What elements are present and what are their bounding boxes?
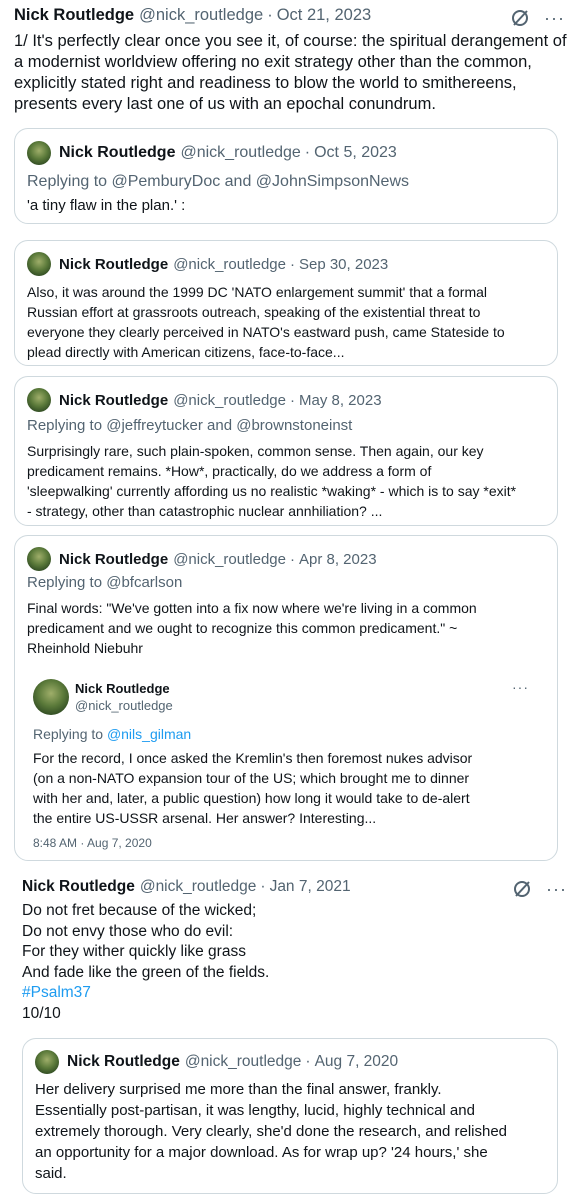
author-handle[interactable]: @nick_routledge (180, 144, 301, 161)
avatar[interactable] (35, 1050, 59, 1074)
author-name[interactable]: Nick Routledge (14, 6, 135, 24)
text-line: Russian effort at grassroots outreach, speaking of the existential threat to (27, 304, 481, 320)
author-name[interactable]: Nick Routledge (59, 255, 169, 273)
separator: · (267, 6, 273, 24)
timestamp[interactable]: 8:48 AM · Aug 7, 2020 (33, 836, 152, 850)
replying-handle-link[interactable]: @nils_gilman (106, 726, 192, 742)
author-handle[interactable]: @nick_routledge (173, 550, 286, 568)
tweet-date[interactable]: Aug 7, 2020 (314, 1053, 399, 1070)
quote-card[interactable] (14, 535, 558, 861)
quote-header (27, 388, 382, 412)
text-line: Her delivery surprised me more than the final answer, frankly. (35, 1081, 442, 1098)
text-line: Surprisingly rare, such plain-spoken, common sense. Then again, our key (27, 443, 484, 459)
quote-header (27, 141, 397, 165)
text-line: - strategy, other than catastrophic nuclear annhiliation? ... (27, 503, 383, 519)
grok-icon[interactable] (512, 879, 532, 899)
text-line: And fade like the green of the fields. (22, 963, 270, 981)
text-line: predicament and we ought to recognize this common predicament." ~ (27, 620, 458, 636)
author-name[interactable]: Nick Routledge (59, 391, 169, 409)
quote-header (35, 1050, 398, 1074)
avatar[interactable] (27, 388, 51, 412)
text-line: For they wither quickly like grass (22, 943, 246, 960)
tweet-date[interactable]: Oct 21, 2023 (276, 6, 372, 24)
main-tweet (14, 6, 567, 115)
quote-card[interactable] (14, 128, 558, 224)
tweet-date[interactable]: May 8, 2023 (298, 391, 382, 409)
tweet-date[interactable]: Oct 5, 2023 (314, 144, 397, 161)
replying-to[interactable]: Replying to @bfcarlson (27, 574, 183, 591)
avatar[interactable] (27, 252, 51, 276)
separator: · (304, 144, 311, 161)
tweet-actions (512, 879, 567, 899)
text-line: presents every last one of us with an epochal conundrum. (14, 95, 436, 113)
more-dots-icon[interactable]: ··· (544, 8, 565, 28)
avatar[interactable] (27, 547, 51, 571)
text-line: Also, it was around the 1999 DC 'NATO enlargement summit' that a formal (27, 284, 488, 300)
text-line: an opportunity for a major download. As for wrap up? '24 hours,' she (35, 1144, 488, 1161)
text-line: Do not envy those who do evil: (22, 922, 234, 940)
tweet-header (22, 878, 562, 896)
author-handle[interactable]: @nick_routledge (184, 1053, 302, 1070)
quote-card[interactable] (14, 240, 558, 366)
text-line: a modernist worldview offering no exit strategy other than the common, (14, 53, 532, 71)
text-line: Do not fret because of the wicked; (22, 902, 257, 919)
tweet-text (14, 31, 567, 115)
more-dots-icon[interactable]: ··· (546, 879, 567, 899)
thread-counter: 10/10 (22, 1004, 61, 1022)
quote-header (27, 547, 377, 571)
replying-prefix: Replying to (33, 726, 107, 742)
author-name[interactable]: Nick Routledge (59, 144, 176, 161)
author-name[interactable]: Nick Routledge (75, 681, 170, 696)
quote-text (27, 598, 477, 658)
separator: · (289, 391, 295, 409)
author-handle[interactable]: @nick_routledge (173, 391, 286, 409)
grok-icon[interactable] (510, 8, 530, 28)
quote-text: 'a tiny flaw in the plan.' : (27, 197, 186, 214)
avatar[interactable] (33, 679, 69, 715)
quote-card[interactable] (14, 376, 558, 526)
tweet-actions (510, 8, 565, 28)
hashtag-link[interactable]: #Psalm37 (22, 984, 91, 1001)
embedded-text (33, 748, 472, 828)
separator: · (289, 255, 295, 273)
quote-text (27, 441, 516, 521)
text-line: Essentially post-partisan, it was lengthy, lucid, highly technical and (35, 1102, 475, 1119)
text-line: extremely thorough. Very clearly, she'd done the research, and relished (35, 1123, 508, 1140)
separator: · (305, 1053, 311, 1070)
replying-to (33, 726, 191, 742)
author-handle[interactable]: @nick_routledge (139, 878, 257, 895)
tweet-date[interactable]: Apr 8, 2023 (298, 550, 377, 568)
text-line: with her and, later, a public question) how long it would take to de-alert (33, 790, 470, 806)
quote-text (35, 1079, 507, 1184)
text-line: 'sleepwalking' currently affording us no realistic *waking* - which is to say *exit* (27, 483, 517, 499)
quote-card[interactable] (22, 1038, 558, 1194)
embedded-tweet[interactable] (23, 670, 541, 858)
text-line: everyone they clearly perceived in NATO's eastward push, came Stateside to (27, 324, 505, 340)
text-line: For the record, I once asked the Kremlin's then foremost nukes advisor (33, 750, 473, 766)
author-handle[interactable]: @nick_routledge (173, 255, 286, 273)
separator: · (260, 878, 266, 895)
tweet-text (22, 901, 562, 1024)
avatar[interactable] (27, 141, 51, 165)
quote-text (27, 282, 505, 362)
separator: · (289, 550, 295, 568)
tweet-header (14, 6, 562, 25)
text-line: predicament remains. *How*, practically, do we address a form of (27, 463, 432, 479)
author-handle[interactable]: @nick_routledge (75, 698, 173, 713)
author-name[interactable]: Nick Routledge (59, 550, 169, 568)
more-dots-icon[interactable]: ··· (512, 679, 529, 695)
quote-header (27, 252, 388, 276)
text-line: (on a non-NATO expansion tour of the US; which brought me to dinner (33, 770, 470, 786)
text-line: explicitly stated right and readiness to blow the world to smithereens, (14, 74, 517, 92)
text-line: said. (35, 1165, 67, 1182)
text-line: 1/ It's perfectly clear once you see it, of course: the spiritual derangement of (14, 32, 567, 50)
author-name[interactable]: Nick Routledge (67, 1053, 180, 1070)
author-name[interactable]: Nick Routledge (22, 878, 135, 895)
tweet-date[interactable]: Jan 7, 2021 (269, 878, 351, 895)
text-line: Final words: "We've gotten into a fix now where we're living in a common (27, 600, 477, 616)
tweet-date[interactable]: Sep 30, 2023 (298, 255, 389, 273)
text-line: Rheinhold Niebuhr (27, 640, 143, 656)
text-line: plead directly with American citizens, face-to-face... (27, 344, 345, 360)
replying-to[interactable]: Replying to @jeffreytucker and @brownstoneinst (27, 417, 353, 434)
text-line: the entire US-USSR arsenal. Her answer? Interesting... (33, 810, 377, 826)
author-handle[interactable]: @nick_routledge (139, 6, 264, 24)
second-tweet (22, 878, 562, 1024)
replying-to[interactable]: Replying to @PemburyDoc and @JohnSimpsonNews (27, 173, 409, 190)
